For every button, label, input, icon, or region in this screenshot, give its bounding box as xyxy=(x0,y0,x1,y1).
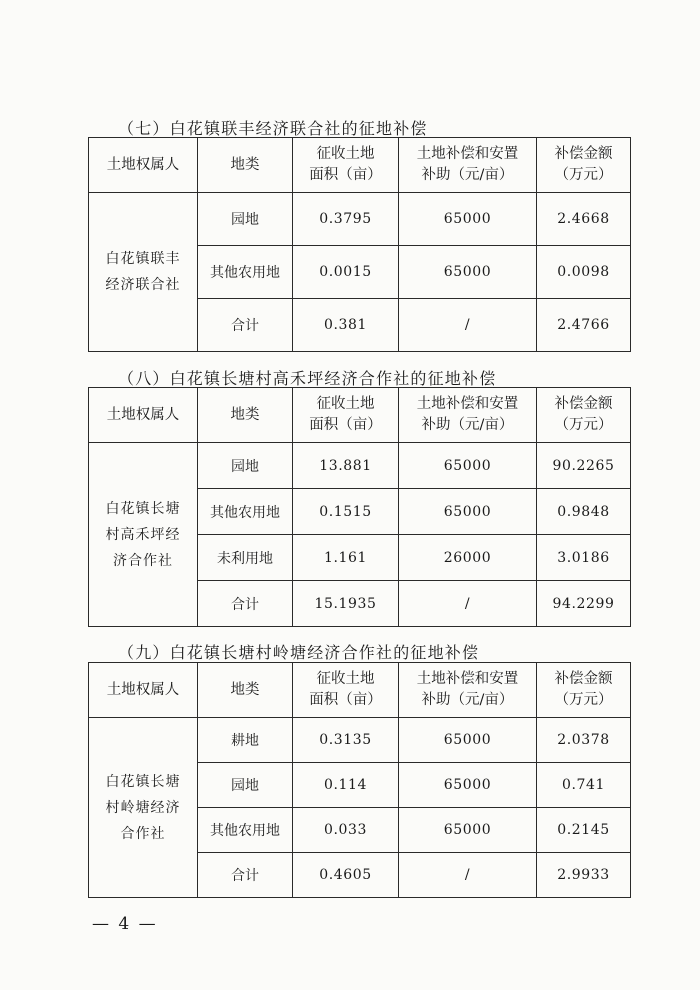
rate-cell: 65000 xyxy=(399,246,537,299)
amount-cell: 2.4668 xyxy=(537,193,631,246)
page-number: — 4 — xyxy=(92,914,158,934)
land-type-cell: 其他农用地 xyxy=(198,246,293,299)
rate-cell: 26000 xyxy=(399,535,537,581)
compensation-table-8 xyxy=(88,387,631,627)
header-amount: 补偿金额 （万元） xyxy=(537,663,631,718)
table-row xyxy=(89,193,631,246)
amount-cell: 0.9848 xyxy=(537,489,631,535)
amount-cell: 94.2299 xyxy=(537,581,631,627)
header-area: 征收土地 面积（亩） xyxy=(293,388,399,443)
land-type-cell: 园地 xyxy=(198,763,293,808)
area-cell: 15.1935 xyxy=(293,581,399,627)
amount-cell: 3.0186 xyxy=(537,535,631,581)
section-title-7: （七）白花镇联丰经济联合社的征地补偿 xyxy=(118,119,428,138)
land-type-cell: 合计 xyxy=(198,299,293,352)
table-row xyxy=(89,443,631,489)
area-cell: 1.161 xyxy=(293,535,399,581)
header-amount: 补偿金额 （万元） xyxy=(537,388,631,443)
amount-cell: 0.741 xyxy=(537,763,631,808)
rate-cell: 65000 xyxy=(399,443,537,489)
area-cell: 0.0015 xyxy=(293,246,399,299)
header-area: 征收土地 面积（亩） xyxy=(293,663,399,718)
table-header-row xyxy=(89,663,631,718)
amount-cell: 2.0378 xyxy=(537,718,631,763)
land-type-cell: 未利用地 xyxy=(198,535,293,581)
compensation-table-7 xyxy=(88,137,631,352)
rate-cell: 65000 xyxy=(399,193,537,246)
area-cell: 0.381 xyxy=(293,299,399,352)
area-cell: 0.4605 xyxy=(293,853,399,898)
amount-cell: 2.4766 xyxy=(537,299,631,352)
rate-cell: 65000 xyxy=(399,489,537,535)
owner-cell: 白花镇长塘 村高禾坪经 济合作社 xyxy=(89,443,198,627)
header-amount: 补偿金额 （万元） xyxy=(537,138,631,193)
rate-cell: / xyxy=(399,853,537,898)
section-title-8: （八）白花镇长塘村高禾坪经济合作社的征地补偿 xyxy=(118,369,497,388)
header-area: 征收土地 面积（亩） xyxy=(293,138,399,193)
section-title-9: （九）白花镇长塘村岭塘经济合作社的征地补偿 xyxy=(118,643,480,662)
rate-cell: 65000 xyxy=(399,763,537,808)
land-type-cell: 园地 xyxy=(198,193,293,246)
land-type-cell: 其他农用地 xyxy=(198,808,293,853)
land-type-cell: 园地 xyxy=(198,443,293,489)
rate-cell: 65000 xyxy=(399,808,537,853)
land-type-cell: 耕地 xyxy=(198,718,293,763)
header-owner: 土地权属人 xyxy=(89,388,198,443)
header-land-type: 地类 xyxy=(198,388,293,443)
area-cell: 0.033 xyxy=(293,808,399,853)
area-cell: 0.1515 xyxy=(293,489,399,535)
area-cell: 0.3795 xyxy=(293,193,399,246)
land-type-cell: 合计 xyxy=(198,853,293,898)
owner-cell: 白花镇联丰 经济联合社 xyxy=(89,193,198,352)
owner-cell: 白花镇长塘 村岭塘经济 合作社 xyxy=(89,718,198,898)
compensation-table-9 xyxy=(88,662,631,898)
land-type-cell: 其他农用地 xyxy=(198,489,293,535)
area-cell: 0.3135 xyxy=(293,718,399,763)
amount-cell: 0.0098 xyxy=(537,246,631,299)
header-rate: 土地补偿和安置 补助（元/亩） xyxy=(399,663,537,718)
table-row xyxy=(89,718,631,763)
header-land-type: 地类 xyxy=(198,138,293,193)
rate-cell: / xyxy=(399,299,537,352)
header-owner: 土地权属人 xyxy=(89,138,198,193)
rate-cell: / xyxy=(399,581,537,627)
amount-cell: 2.9933 xyxy=(537,853,631,898)
area-cell: 13.881 xyxy=(293,443,399,489)
header-owner: 土地权属人 xyxy=(89,663,198,718)
rate-cell: 65000 xyxy=(399,718,537,763)
amount-cell: 0.2145 xyxy=(537,808,631,853)
amount-cell: 90.2265 xyxy=(537,443,631,489)
table-header-row xyxy=(89,388,631,443)
header-land-type: 地类 xyxy=(198,663,293,718)
table-header-row xyxy=(89,138,631,193)
area-cell: 0.114 xyxy=(293,763,399,808)
header-rate: 土地补偿和安置 补助（元/亩） xyxy=(399,388,537,443)
header-rate: 土地补偿和安置 补助（元/亩） xyxy=(399,138,537,193)
land-type-cell: 合计 xyxy=(198,581,293,627)
